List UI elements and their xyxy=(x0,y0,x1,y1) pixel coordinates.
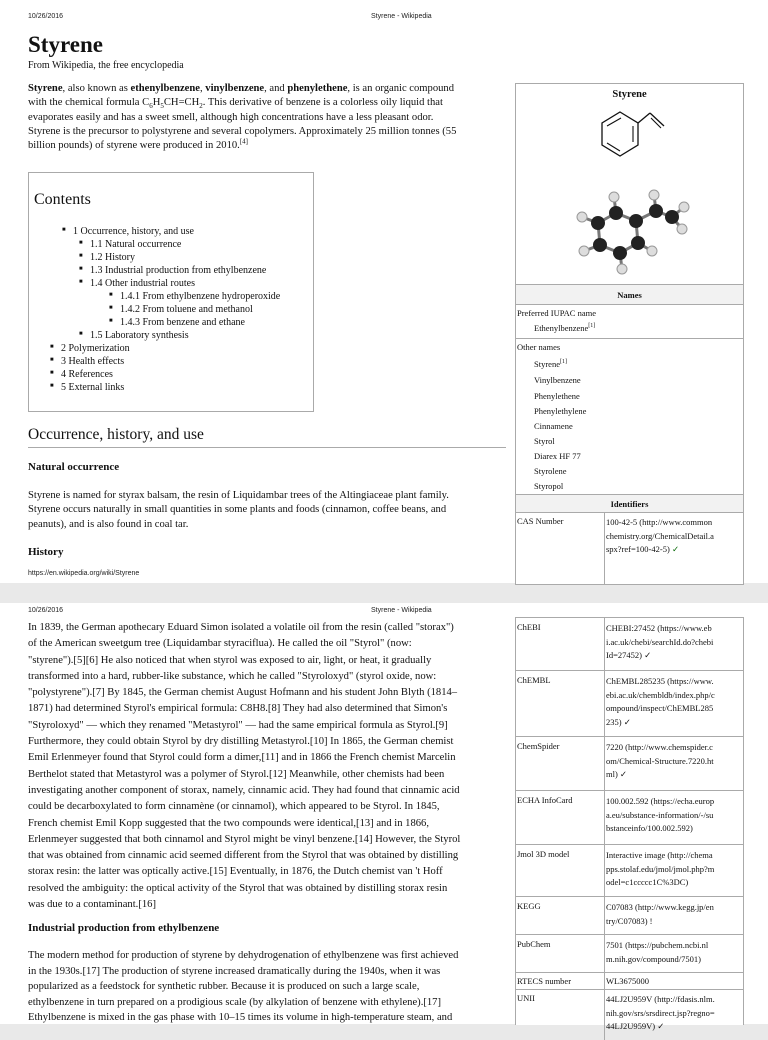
external-link[interactable]: odel=c1ccccc1C%3DC) xyxy=(606,877,689,888)
bold-term: vinylbenzene xyxy=(205,83,265,94)
infobox-identifiers-header: Identifiers xyxy=(516,494,743,513)
external-link[interactable]: pps.stolaf.edu/jmol/jmol.php?m xyxy=(606,863,715,874)
page-subtitle: From Wikipedia, the free encyclopedia xyxy=(28,60,184,71)
external-link[interactable]: CHEBI:27452 (https://www.eb xyxy=(606,623,712,633)
external-link[interactable]: try/C07083) ! xyxy=(606,915,653,926)
citation-link[interactable]: [4] xyxy=(239,137,249,146)
toc-item[interactable]: ■ 1.3 Industrial production from ethylbenzene xyxy=(90,265,266,276)
identifier-row: Jmol 3D model Interactive image (http://chema pps.stolaf.edu/jmol/jmol.php?m odel=c1ccccc1C%3DC) xyxy=(516,844,743,897)
external-link[interactable]: 235) ✓ xyxy=(606,716,631,727)
infobox-other-names-row: Other names Styrene[1] Vinylbenzene Phenylethene Phenylethylene Cinnamene Styrol Diarex HF 77 Styrolene Styropol xyxy=(516,338,743,495)
infobox-iupac-row: Preferred IUPAC name Ethenylbenzene[1] xyxy=(516,304,743,339)
external-link[interactable]: ebi.ac.uk/chembldb/index.php/c xyxy=(606,689,715,700)
identifier-row: UNII 44LJ2U959V (http://fdasis.nlm. nih.gov/srs/srsdirect.jsp?regno= 44LJ2U959V) ✓ xyxy=(516,989,743,1040)
toc-title: Contents xyxy=(34,191,91,208)
identifier-row: ECHA InfoCard 100.002.592 (https://echa.europ a.eu/substance-information/-/su bstanceinfo/100.002.592) xyxy=(516,790,743,845)
natural-occurrence-paragraph: Styrene is named for styrax balsam, the resin of Liquidambar trees of the Altingiaceae plant family. Styrene occurs naturally in small quantities in some plants and foods (cinnamon, coffee beans, and peanuts), and is also found in coal tar. xyxy=(28,490,449,530)
identifier-row: ChemSpider 7220 (http://www.chemspider.c om/Chemical-Structure.7220.ht ml) ✓ xyxy=(516,736,743,791)
infobox-title: Styrene xyxy=(612,89,647,100)
subsection-heading: Natural occurrence xyxy=(28,461,120,473)
history-paragraph: In 1839, the German apothecary Eduard Simon isolated a volatile oil from the resin (called "storax") of the American sweetgum tree (Liquidambar styraciflua). He called the oil "Styrol" (now: "styrene").[5][6] He also noticed that when styrol was exposed to air, light, or heat, it gradually transformed into a hard, rubber-like substance, which he called "Styroloxyd" (styrol oxide, now: "polystyrene").[7] By 1845, the German chemist August Hofmann and his student John Blyth (1814– 1871) had determined Styrol's empirical formula: C8H8.[8] They had also determined that Simon's "Styroloxyd" — which they renamed "Metastyrol" — had the same empirical formula as Styrol.[9] Furthermore, they could obtain Styrol by dry distilling Metastyrol.[10] In 1865, the German chemist Emil Erlenmeyer found that Styrol could form a dimer,[11] and in 1866 the French chemist Marcelin Berthelot stated that Metastyrol was a polymer of Styrol.[12] Meanwhile, other chemists had been investigating another component of storax, namely, cinnamic acid. They had found that cinnamic acid could be decarboxylated to form cinnamène (or cinnamol), which appeared to be Styrol. In 1845, French chemist Emil Kopp suggested that the two compounds were identical,[13] and in 1866, Erlenmeyer suggested that both cinnamol and Styrol might be vinyl benzene.[14] However, the Styrol that was obtained from cinnamic acid seemed different from the Styrol that was obtained by distilling storax resin: the latter was optically active.[15] Eventually, in 1876, the Dutch chemist van 't Hoff resolved the ambiguity: the optical activity of the Styrol that was obtained by distilling storax resin was due to a contaminant.[16] xyxy=(28,622,461,911)
external-link[interactable]: ompound/inspect/ChEMBL285 xyxy=(606,703,714,714)
external-link[interactable]: Interactive image (http://chema xyxy=(606,850,713,860)
external-link[interactable]: bstanceinfo/100.002.592) xyxy=(606,823,693,834)
external-link[interactable]: chemistry.org/ChemicalDetail.a xyxy=(606,530,714,541)
identifier-row: PubChem 7501 (https://pubchem.ncbi.nl m.nih.gov/compound/7501) xyxy=(516,934,743,973)
table-of-contents xyxy=(28,172,314,412)
identifier-row: RTECS number WL3675000 xyxy=(516,972,743,990)
toc-item[interactable]: ■ 1.4.3 From benzene and ethane xyxy=(120,317,245,328)
heading-divider xyxy=(28,447,506,448)
external-link[interactable]: 7501 (https://pubchem.ncbi.nl xyxy=(606,940,709,950)
print-header-date: 10/26/2016 xyxy=(28,607,64,614)
citation-link[interactable]: [1] xyxy=(588,323,596,330)
industrial-paragraph: The modern method for production of styrene by dehydrogenation of ethylbenzene was first achieved in the 1930s.[17] The production of styrene increased dramatically during the 1940s, when it was popularized as a feedstock for synthetic rubber. Because it is produced on such a large scale, ethylbenzene in turn prepared on a prodigious scale (by alkylation of benzene with ethylene).[17] Ethylbenzene is mixed in the gas phase with 10–15 times its volume in high-temperature steam, and xyxy=(28,950,459,1023)
identifier-row: ChEMBL ChEMBL285235 (https://www. ebi.ac.uk/chembldb/index.php/c ompound/inspect/ChEMBL285 235) ✓ xyxy=(516,670,743,737)
identifier-row: KEGG C07083 (http://www.kegg.jp/en try/C07083) ! xyxy=(516,896,743,935)
toc-item[interactable]: ■ 1.2 History xyxy=(90,252,135,263)
toc-item[interactable]: ■ 1.1 Natural occurrence xyxy=(90,239,181,250)
page-2 xyxy=(0,603,768,1032)
bold-term: phenylethene xyxy=(287,83,348,94)
external-link[interactable]: 100-42-5 (http://www.common xyxy=(606,517,713,527)
external-link[interactable]: 100.002.592 (https://echa.europ xyxy=(606,796,715,806)
infobox-names-header: Names xyxy=(516,284,743,305)
section-heading: Occurrence, history, and use xyxy=(28,426,204,443)
external-link[interactable]: a.eu/substance-information/-/su xyxy=(606,809,714,820)
external-link[interactable]: ChEMBL285235 (https://www. xyxy=(606,676,714,686)
toc-item[interactable]: ■ 1.4 Other industrial routes xyxy=(90,278,195,289)
print-header-title: Styrene - Wikipedia xyxy=(371,13,432,20)
infobox xyxy=(515,83,744,585)
toc-item[interactable]: ■ 1.4.2 From toluene and methanol xyxy=(120,304,253,315)
intro-paragraph: Styrene, also known as ethenylbenzene, vinylbenzene, and phenylethene, is an organic compound with the chemical formula $C_6H_5CH=CH_2$. This derivative of benzene is a colorless oily liquid that evaporates easily and has a sweet smell, although high concentrations have a less pleasant odor. Styrene is the precursor to polystyrene and several copolymers. Approximately 25 million tonnes (55 billion pounds) of styrene were produced in 2010.[4] xyxy=(28,83,457,152)
structural-formula-image xyxy=(584,106,684,170)
external-link[interactable]: ml) ✓ xyxy=(606,769,628,780)
page-title: Styrene xyxy=(28,32,103,57)
toc-item[interactable]: ■ 1 Occurrence, history, and use xyxy=(73,226,194,237)
external-link[interactable]: i.ac.uk/chebi/searchId.do?chebi xyxy=(606,636,714,647)
infobox-cas-row: CAS Number 100-42-5 (http://www.common chemistry.org/ChemicalDetail.a spx?ref=100-42-5) ✓ xyxy=(516,512,743,585)
external-link[interactable]: m.nih.gov/compound/7501) xyxy=(606,953,701,964)
external-link[interactable]: 44LJ2U959V (http://fdasis.nlm. xyxy=(606,994,715,1004)
ball-and-stick-model-image xyxy=(568,189,692,279)
toc-item[interactable]: ■ 5 External links xyxy=(61,382,124,393)
external-link[interactable]: spx?ref=100-42-5) xyxy=(606,544,670,555)
toc-item[interactable]: ■ 1.5 Laboratory synthesis xyxy=(90,330,189,341)
external-link[interactable]: om/Chemical-Structure.7220.ht xyxy=(606,755,714,766)
print-header-title: Styrene - Wikipedia xyxy=(371,607,432,614)
identifier-value: WL3675000 xyxy=(606,976,649,986)
identifier-row: ChEBI CHEBI:27452 (https://www.eb i.ac.uk/chebi/searchId.do?chebi Id=27452) ✓ xyxy=(516,618,743,670)
toc-item[interactable]: ■ 3 Health effects xyxy=(61,356,124,367)
external-link[interactable]: nih.gov/srs/srsdirect.jsp?regno= xyxy=(606,1007,715,1018)
external-link[interactable]: Id=27452) ✓ xyxy=(606,650,652,661)
citation-link[interactable]: [1] xyxy=(559,359,567,366)
print-footer-url: https://en.wikipedia.org/wiki/Styrene xyxy=(28,570,140,577)
toc-item[interactable]: ■ 1.4.1 From ethylbenzene hydroperoxide xyxy=(120,291,280,302)
subsection-heading: Industrial production from ethylbenzene xyxy=(28,922,220,934)
toc-item[interactable]: ■ 2 Polymerization xyxy=(61,343,130,354)
check-icon: ✓ xyxy=(671,544,680,555)
bold-term: Styrene xyxy=(28,83,63,94)
infobox-identifiers-continued xyxy=(515,617,744,1032)
external-link[interactable]: 44LJ2U959V) ✓ xyxy=(606,1021,665,1032)
print-header-date: 10/26/2016 xyxy=(28,13,64,20)
toc-item[interactable]: ■ 4 References xyxy=(61,369,113,380)
subsection-heading: History xyxy=(28,546,64,558)
external-link[interactable]: 7220 (http://www.chemspider.c xyxy=(606,742,713,752)
external-link[interactable]: C07083 (http://www.kegg.jp/en xyxy=(606,902,714,912)
bold-term: ethenylbenzene xyxy=(130,83,200,94)
